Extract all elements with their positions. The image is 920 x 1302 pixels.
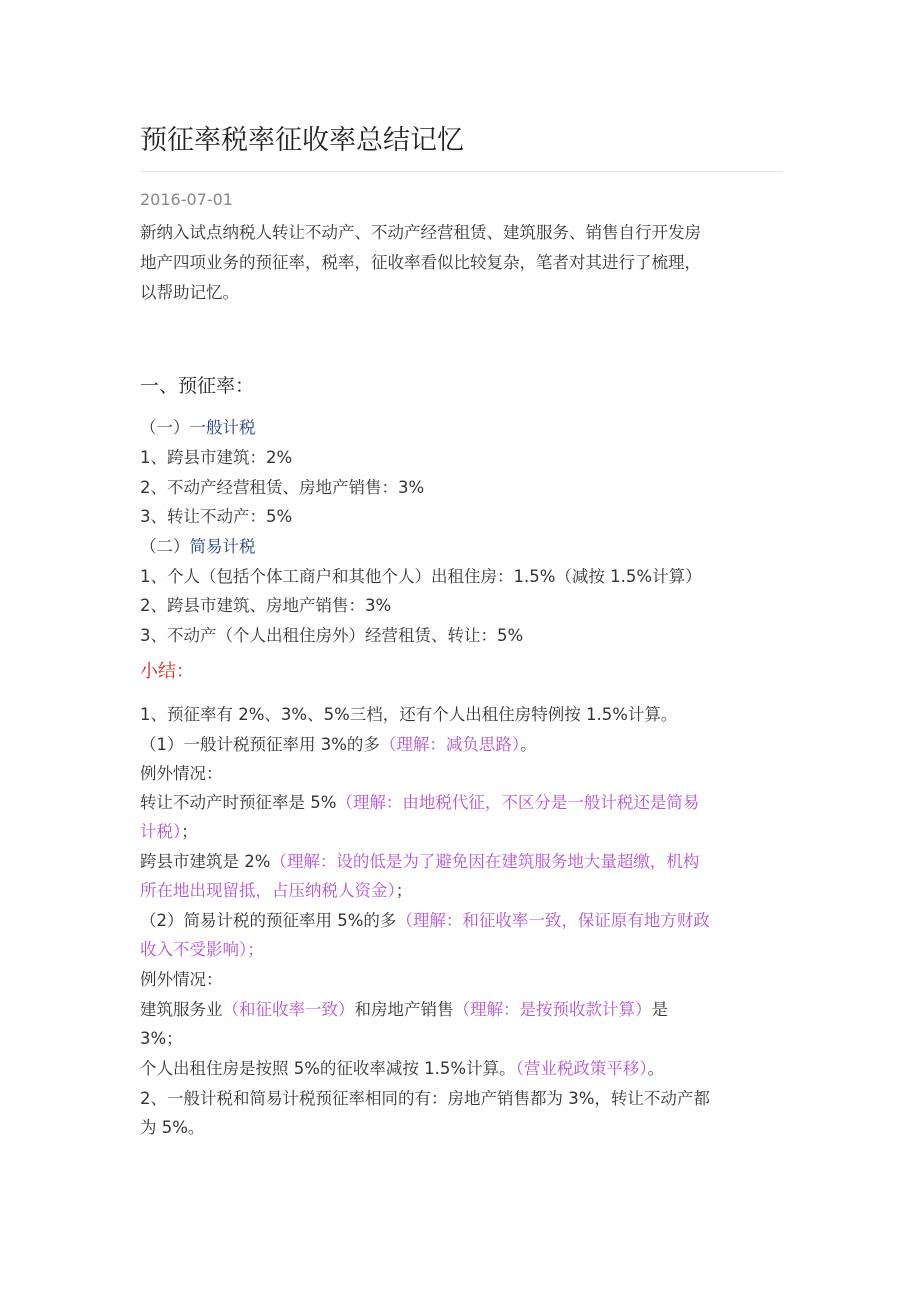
text-run: 个人出租住房是按照 5%的征收率减按 1.5%计算。 [140, 1059, 516, 1078]
exception-label: 例外情况： [140, 764, 223, 783]
note-run: （理解：是按预收款计算） [453, 1000, 652, 1019]
note-run: （营业税政策平移） [515, 1059, 648, 1078]
title-divider [140, 171, 783, 172]
note-run: （理解：和征收率一致，保证原有地方财政 [396, 911, 710, 930]
list-item: 3、转让不动产：5% [140, 507, 293, 526]
summary-paragraph [140, 935, 264, 965]
note-run: 所在地出现留抵，占压纳税人资金） [140, 881, 396, 900]
list-item: 1、个人（包括个体工商户和其他个人）出租住房：1.5%（减按 1.5%计算） [140, 567, 702, 586]
summary-paragraph: 1、预征率有 2%、3%、5%三档，还有个人出租住房特例按 1.5%计算。 [140, 705, 678, 724]
note-run: 计税） [140, 822, 182, 841]
list-item: 2、跨县市建筑、房地产销售：3% [140, 596, 392, 615]
text-run: 跨县市建筑是 2% [140, 852, 271, 871]
list-item: 3、不动产（个人出租住房外）经营租赁、转让：5% [140, 626, 524, 645]
summary-paragraph: 3%； [140, 1029, 183, 1048]
note-run: （理解：设的低是为了避免因在建筑服务地大量超缴，机构 [270, 852, 700, 871]
summary-paragraph: 2、一般计税和简易计税预征率相同的有：房地产销售都为 3%，转让不动产都 [140, 1089, 710, 1108]
subheading-simple [140, 532, 256, 562]
subheading-general [140, 413, 256, 443]
summary-heading: 小结： [140, 661, 194, 682]
section-heading: 一、预征率： [140, 375, 255, 397]
exception-label: 例外情况： [140, 970, 223, 989]
text-run: ； [181, 822, 198, 841]
text-run: （1）一般计税预征率用 3%的多 [140, 735, 380, 754]
article-date: 2016-07-01 [140, 190, 233, 209]
intro-line: 新纳入试点纳税人转让不动产、不动产经营租赁、建筑服务、销售自行开发房 [140, 223, 701, 242]
summary-paragraph [140, 788, 699, 818]
text-run: 是 [651, 1000, 668, 1019]
subheading-prefix: （一） [140, 418, 190, 437]
summary-paragraph [140, 847, 699, 877]
text-run: 转让不动产时预征率是 5% [140, 793, 337, 812]
text-run: 。 [647, 1059, 665, 1078]
note-run: （理解：由地税代征，不区分是一般计税还是简易 [336, 793, 700, 812]
text-run: 和房地产销售 [354, 1000, 454, 1019]
note-run: （理解：减负思路） [379, 735, 521, 754]
text-run: 建筑服务业 [140, 1000, 223, 1019]
text-run: （2）简易计税的预征率用 5%的多 [140, 911, 397, 930]
article-title: 预征率税率征收率总结记忆 [140, 125, 464, 156]
list-item: 2、不动产经营租赁、房地产销售：3% [140, 478, 425, 497]
intro-line: 地产四项业务的预征率，税率，征收率看似比较复杂，笔者对其进行了梳理， [140, 253, 701, 272]
summary-paragraph [140, 1054, 664, 1084]
summary-paragraph [140, 995, 668, 1025]
list-item: 1、跨县市建筑：2% [140, 448, 293, 467]
summary-paragraph [140, 730, 537, 760]
subheading-label: 一般计税 [189, 418, 256, 437]
text-run: ； [395, 881, 413, 900]
summary-paragraph [140, 876, 412, 906]
note-run: （和征收率一致） [222, 1000, 355, 1019]
intro-line: 以帮助记忆。 [140, 283, 239, 302]
summary-paragraph: 为 5%。 [140, 1118, 205, 1137]
summary-paragraph [140, 906, 710, 936]
summary-paragraph [140, 817, 198, 847]
text-run: 。 [520, 735, 537, 754]
subheading-label: 简易计税 [189, 537, 256, 556]
note-run: 收入不受影响）； [140, 940, 264, 959]
subheading-prefix: （二） [140, 537, 190, 556]
